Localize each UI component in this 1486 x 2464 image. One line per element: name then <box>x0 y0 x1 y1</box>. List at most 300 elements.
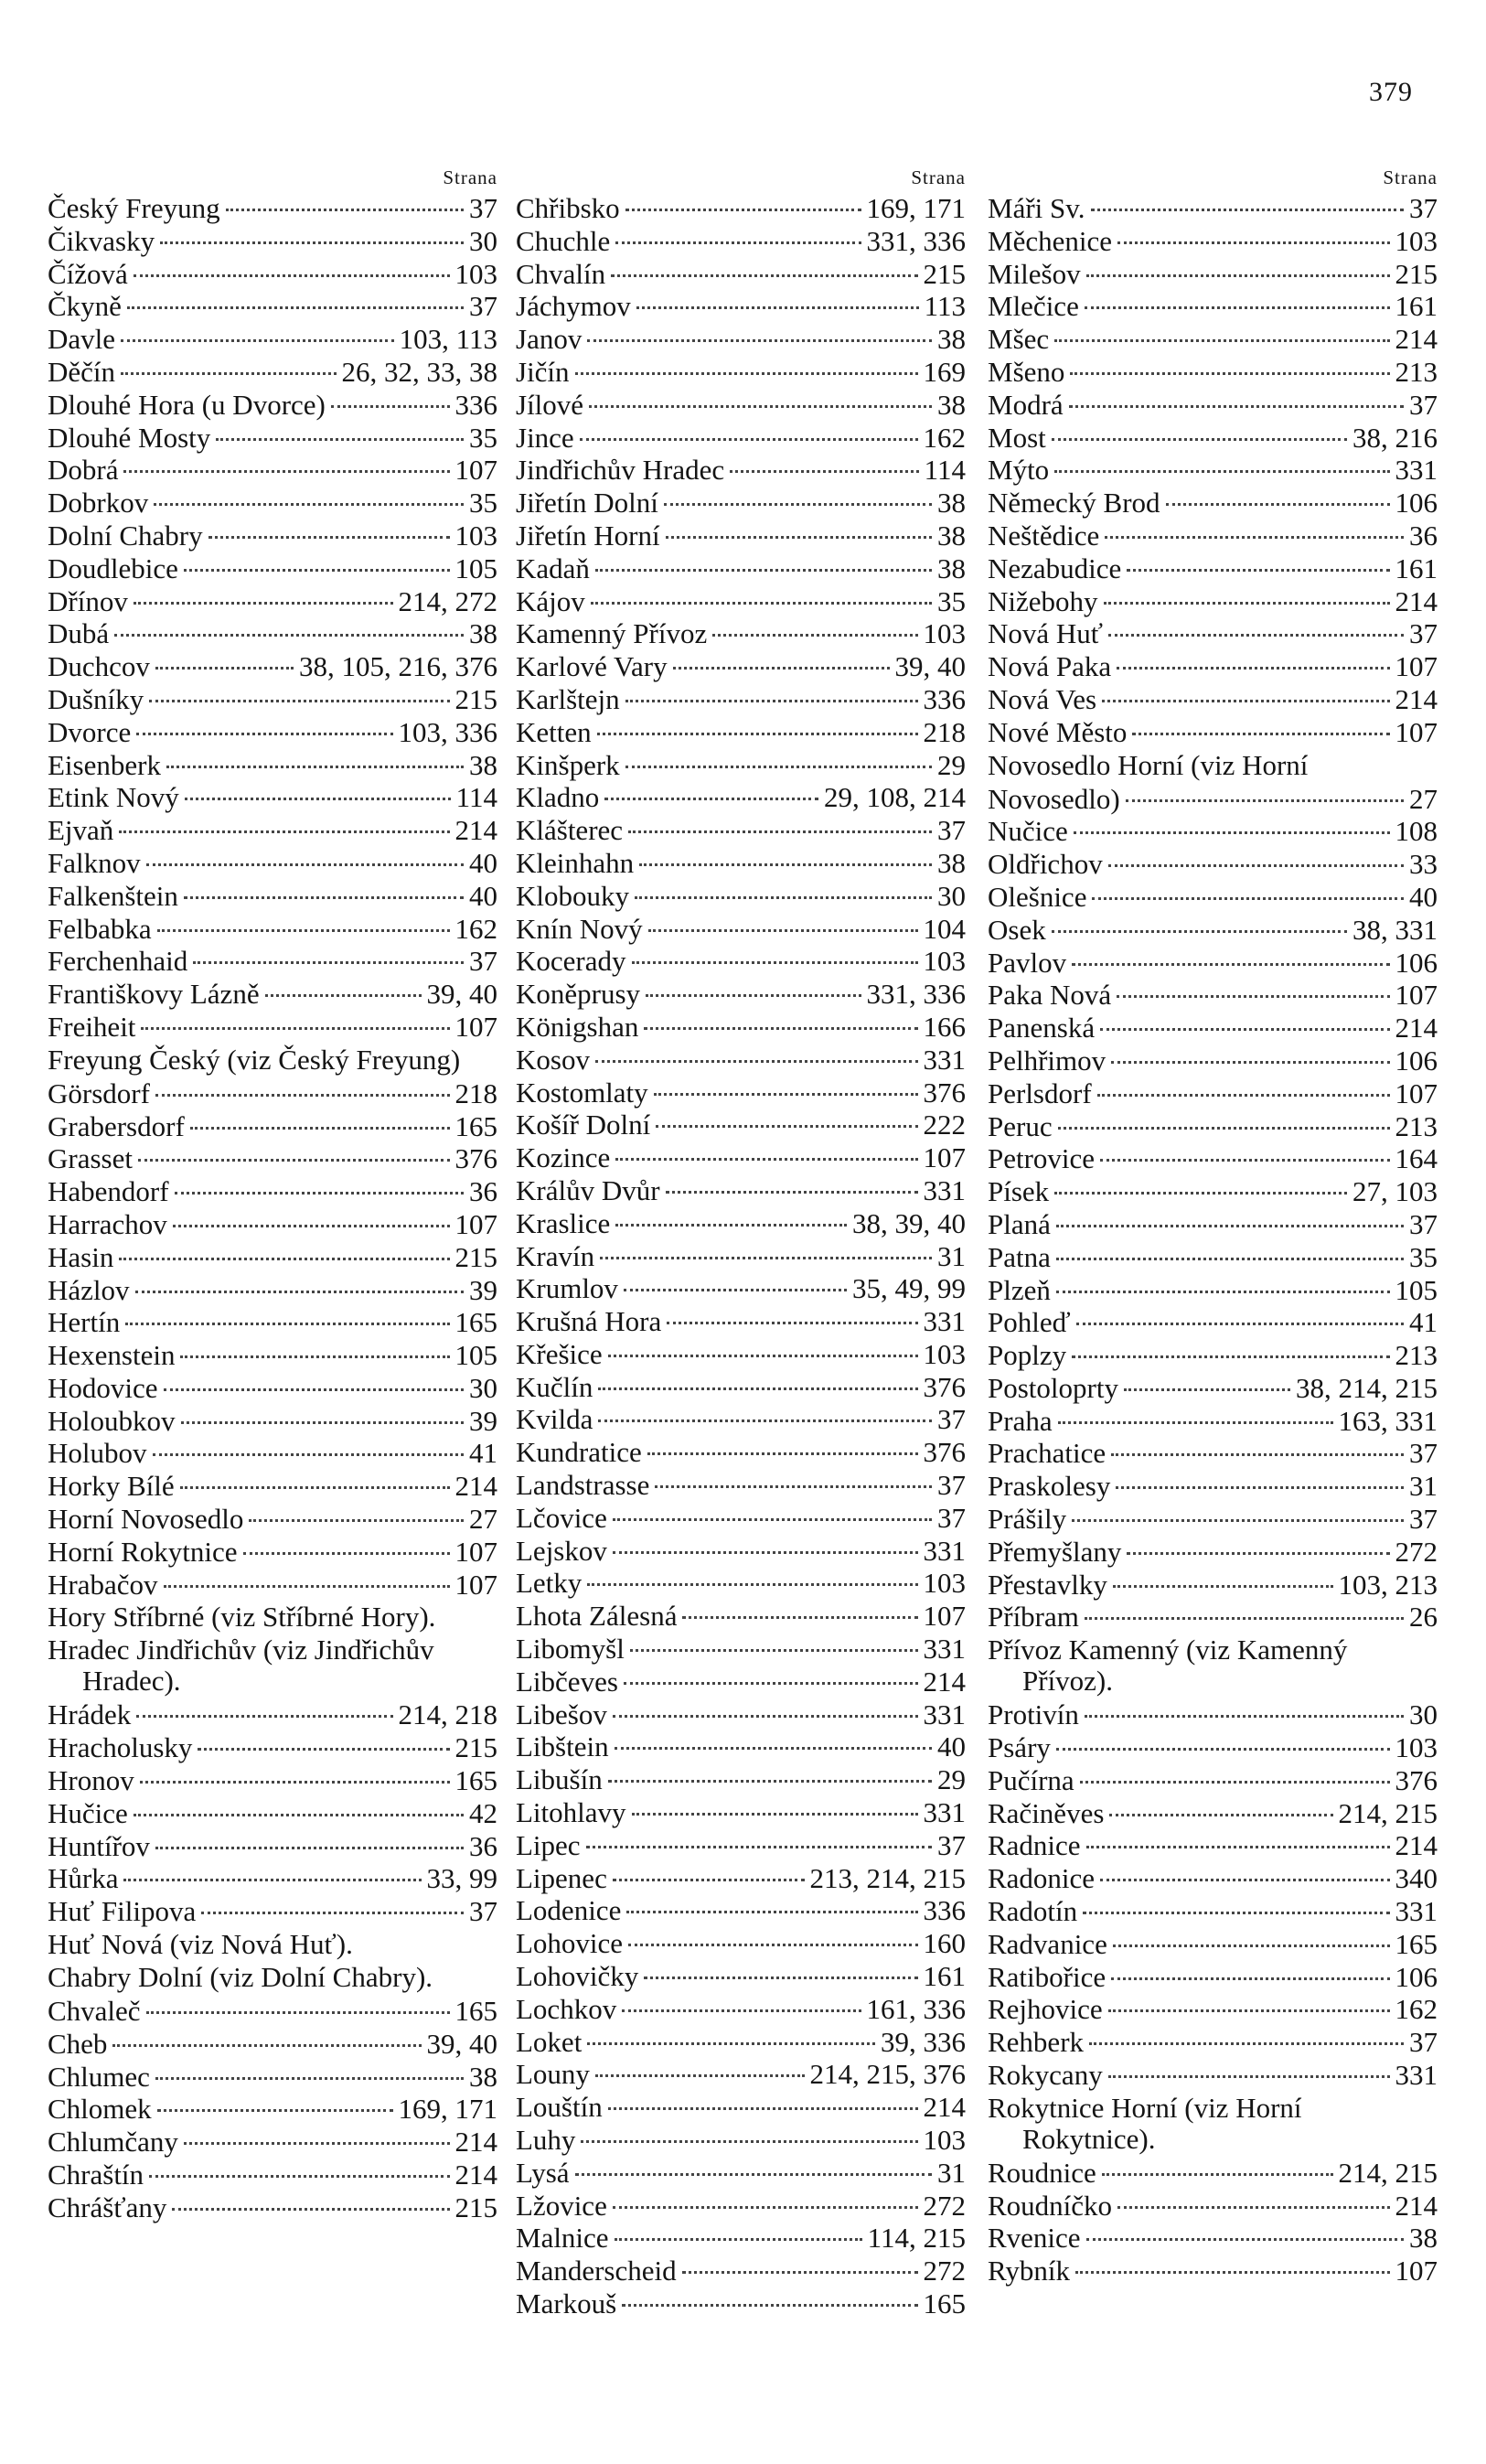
entry-name: Doudlebice <box>48 552 178 584</box>
dot-leader <box>1100 1879 1389 1881</box>
dot-leader <box>628 830 932 833</box>
entry-pages: 376 <box>923 1076 966 1109</box>
index-entry <box>516 2157 966 2190</box>
index-entry <box>48 258 497 291</box>
index-entry <box>988 1045 1438 1077</box>
dot-leader <box>141 1027 449 1030</box>
dot-leader <box>1104 602 1390 605</box>
entry-name: Milešov <box>988 257 1081 290</box>
index-entry <box>48 880 497 913</box>
index-entry <box>516 1829 966 1862</box>
entry-pages: 162 <box>454 912 497 945</box>
entry-pages: 114 <box>924 454 966 487</box>
entry-pages: 31 <box>1409 1470 1438 1503</box>
entry-pages: 40 <box>937 1730 966 1763</box>
entry-name: Krušná Hora <box>516 1305 662 1338</box>
dot-leader <box>730 470 919 473</box>
entry-pages: 272 <box>1395 1535 1438 1568</box>
index-entry <box>48 1764 497 1797</box>
index-entry <box>48 650 497 683</box>
entry-pages: 37 <box>1409 1437 1438 1470</box>
index-entry <box>988 2157 1438 2190</box>
entry-name: Lejskov <box>516 1534 607 1567</box>
entry-pages: 376 <box>454 1142 497 1175</box>
dot-leader <box>587 339 932 342</box>
entry-pages: 106 <box>1395 946 1438 979</box>
entry-name: Dobrá <box>48 454 119 487</box>
entry-name: Modrá <box>988 388 1064 421</box>
entry-name: Plzeň <box>988 1273 1051 1306</box>
entry-name: Kosov <box>516 1043 590 1076</box>
index-cross-reference: Přívoz Kamenný (viz Kamenný Přívoz). <box>988 1634 1348 1698</box>
dot-leader <box>1072 1355 1389 1358</box>
entry-pages: 38 <box>937 323 966 356</box>
entry-pages: 38 <box>469 617 497 650</box>
entry-name: Lysá <box>516 2156 570 2189</box>
entry-pages: 39 <box>469 1273 497 1306</box>
entry-name: Psáry <box>988 1731 1051 1764</box>
entry-name: Kraslice <box>516 1206 611 1239</box>
entry-pages: 103 <box>454 257 497 290</box>
dot-leader <box>164 1585 450 1588</box>
dot-leader <box>1113 1585 1333 1588</box>
entry-name: Kleinhahn <box>516 846 635 879</box>
entry-pages: 214, 218 <box>398 1698 497 1731</box>
entry-pages: 272 <box>923 2189 966 2222</box>
index-column-1 <box>48 163 497 2224</box>
dot-leader <box>136 1715 392 1718</box>
entry-name: Radonice <box>988 1862 1096 1895</box>
dot-leader <box>1086 274 1390 277</box>
index-entry <box>516 814 966 847</box>
dot-leader <box>1083 1912 1389 1914</box>
index-entry <box>988 881 1438 914</box>
entry-name: Praskolesy <box>988 1470 1111 1503</box>
dot-leader <box>624 1682 918 1685</box>
entry-pages: 104 <box>923 912 966 945</box>
dot-leader <box>1080 1781 1390 1784</box>
entry-pages: 41 <box>1409 1306 1438 1339</box>
entry-name: Libštein <box>516 1730 609 1763</box>
entry-name: Roudníčko <box>988 2189 1113 2222</box>
entry-name: Čkyně <box>48 290 122 323</box>
dot-leader <box>185 798 451 800</box>
index-entry <box>988 1797 1438 1830</box>
entry-pages: 103 <box>1395 1731 1438 1764</box>
entry-pages: 37 <box>937 1501 966 1534</box>
index-entry <box>516 225 966 258</box>
entry-pages: 107 <box>1395 1077 1438 1109</box>
index-entry <box>48 422 497 455</box>
entry-pages: 39, 40 <box>894 650 966 683</box>
dot-leader <box>656 1125 917 1128</box>
entry-name: Ferchenhaid <box>48 945 188 978</box>
dot-leader <box>149 700 449 702</box>
dot-leader <box>615 1747 932 1750</box>
entry-name: Ketten <box>516 715 592 748</box>
index-entry <box>988 2190 1438 2223</box>
entry-pages: 331 <box>923 1043 966 1076</box>
entry-pages: 36 <box>469 1175 497 1208</box>
index-entry <box>48 617 497 650</box>
dot-leader <box>146 2011 450 2014</box>
entry-pages: 37 <box>937 1403 966 1436</box>
index-entry <box>48 2126 497 2159</box>
index-entry <box>516 650 966 683</box>
index-entry <box>48 1437 497 1470</box>
entry-name: Nové Město <box>988 715 1128 748</box>
index-entry <box>516 913 966 946</box>
entry-name: Libčeves <box>516 1665 618 1698</box>
entry-name: Kravín <box>516 1239 595 1272</box>
entry-pages: 331 <box>923 1698 966 1730</box>
index-cross-reference: Freyung Český (viz Český Freyung) <box>48 1043 461 1076</box>
entry-name: Dlouhé Hora (u Dvorce) <box>48 388 326 421</box>
dot-leader <box>1126 799 1404 802</box>
entry-pages: 214, 215, 376 <box>809 2058 966 2091</box>
entry-pages: 31 <box>937 1239 966 1272</box>
entry-pages: 38 <box>937 552 966 584</box>
index-entry <box>516 1436 966 1469</box>
entry-name: Děčín <box>48 355 116 388</box>
dot-leader <box>1075 2271 1389 2274</box>
page-number: 379 <box>1369 77 1413 107</box>
dot-leader <box>625 766 932 768</box>
dot-leader <box>201 1912 464 1914</box>
entry-pages: 107 <box>923 1141 966 1174</box>
entry-name: Kundratice <box>516 1436 642 1469</box>
index-entry <box>516 1862 966 1895</box>
index-entry <box>988 290 1438 323</box>
entry-pages: 165 <box>454 1764 497 1797</box>
dot-leader <box>1054 470 1389 473</box>
entry-pages: 214 <box>923 1665 966 1698</box>
entry-name: Pohleď <box>988 1306 1071 1339</box>
entry-pages: 35 <box>937 584 966 617</box>
entry-name: Nučice <box>988 815 1068 848</box>
entry-name: Roudnice <box>988 2156 1096 2189</box>
index-entry <box>988 389 1438 422</box>
index-entry <box>48 749 497 782</box>
entry-name: Louny <box>516 2058 590 2091</box>
index-entry <box>48 1274 497 1307</box>
entry-name: Ratibořice <box>988 1960 1106 1993</box>
entry-name: Falknov <box>48 846 141 879</box>
entry-pages: 331 <box>923 1534 966 1567</box>
index-entry <box>48 1175 497 1208</box>
entry-pages: 33, 99 <box>426 1862 497 1895</box>
entry-pages: 38 <box>937 487 966 520</box>
dot-leader <box>613 1551 918 1554</box>
entry-pages: 107 <box>1395 2255 1438 2287</box>
entry-pages: 35 <box>469 421 497 454</box>
dot-leader <box>155 667 294 670</box>
dot-leader <box>1111 1061 1389 1064</box>
entry-name: Lipenec <box>516 1861 607 1894</box>
index-entry <box>516 192 966 225</box>
index-entry <box>48 1569 497 1602</box>
dot-leader <box>121 372 336 375</box>
entry-pages: 214 <box>454 814 497 847</box>
index-entry <box>516 749 966 782</box>
dot-leader <box>1089 2042 1404 2045</box>
entry-name: Eisenberk <box>48 748 161 781</box>
index-entry <box>516 487 966 520</box>
index-entry <box>516 2124 966 2157</box>
dot-leader <box>160 241 464 244</box>
index-entry <box>48 1339 497 1372</box>
index-entry <box>516 1894 966 1927</box>
entry-name: Paka Nová <box>988 979 1112 1012</box>
entry-name: Dubá <box>48 617 110 650</box>
dot-leader <box>636 306 919 309</box>
dot-leader <box>608 1780 932 1783</box>
entry-pages: 215 <box>454 2191 497 2223</box>
index-entry <box>48 389 497 422</box>
index-entry <box>516 1338 966 1371</box>
index-entry <box>988 487 1438 520</box>
entry-name: Jince <box>516 421 574 454</box>
index-entry <box>516 290 966 323</box>
dot-leader <box>624 1289 847 1291</box>
entry-name: Kájov <box>516 584 585 617</box>
entry-pages: 214 <box>923 2091 966 2124</box>
dot-leader <box>134 602 393 605</box>
entry-name: Klobouky <box>516 879 629 912</box>
dot-leader <box>1056 1225 1404 1227</box>
entry-name: Rvenice <box>988 2222 1081 2255</box>
dot-leader <box>635 896 932 899</box>
entry-name: Ejvaň <box>48 814 114 847</box>
entry-name: Kučlín <box>516 1370 593 1403</box>
entry-pages: 213 <box>1395 355 1438 388</box>
entry-pages: 214 <box>454 2126 497 2159</box>
dot-leader <box>155 1094 450 1097</box>
dot-leader <box>1117 667 1389 670</box>
dot-leader <box>198 1748 449 1751</box>
column-header: Strana <box>1383 166 1438 188</box>
entry-name: Oldřichov <box>988 848 1103 881</box>
index-entry <box>516 1207 966 1240</box>
entry-name: Planá <box>988 1207 1051 1240</box>
dot-leader <box>136 733 392 735</box>
index-entry <box>988 1961 1438 1994</box>
index-entry <box>516 1960 966 1993</box>
dot-leader <box>1117 995 1389 998</box>
index-entry <box>48 1011 497 1044</box>
index-entry <box>516 258 966 291</box>
index-entry <box>48 2191 497 2224</box>
entry-name: Jičín <box>516 355 570 388</box>
index-entry <box>48 1698 497 1731</box>
dot-leader <box>114 634 464 637</box>
entry-pages: 376 <box>1395 1763 1438 1796</box>
index-entry <box>516 1174 966 1207</box>
dot-leader <box>595 2074 805 2077</box>
index-entry <box>988 454 1438 487</box>
index-entry <box>516 1535 966 1568</box>
entry-pages: 106 <box>1395 1960 1438 1993</box>
entry-name: Horní Novosedlo <box>48 1503 244 1536</box>
index-entry <box>48 1142 497 1175</box>
index-entry <box>988 1764 1438 1797</box>
entry-pages: 37 <box>1409 388 1438 421</box>
dot-leader <box>598 1419 932 1422</box>
dot-leader <box>673 667 890 670</box>
dot-leader <box>173 1225 450 1227</box>
entry-pages: 103 <box>923 1337 966 1370</box>
entry-name: Hrádek <box>48 1698 132 1731</box>
entry-pages: 331 <box>1395 1895 1438 1928</box>
dot-leader <box>157 2109 393 2112</box>
index-entry <box>988 979 1438 1012</box>
entry-name: Hůrka <box>48 1862 119 1895</box>
entry-name: Rejhovice <box>988 1993 1103 2026</box>
entry-pages: 38 <box>937 846 966 879</box>
index-entry <box>988 422 1438 455</box>
entry-pages: 42 <box>469 1796 497 1829</box>
entry-pages: 27 <box>1409 782 1438 815</box>
entry-pages: 222 <box>923 1109 966 1141</box>
entry-name: Grasset <box>48 1142 133 1175</box>
dot-leader <box>190 1127 450 1130</box>
dot-leader <box>682 2271 918 2274</box>
entry-pages: 105 <box>454 552 497 584</box>
index-entry <box>988 1503 1438 1536</box>
entry-name: Neštědice <box>988 519 1100 552</box>
entry-name: Markouš <box>516 2287 617 2319</box>
entry-pages: 37 <box>1409 617 1438 650</box>
dot-leader <box>587 1583 917 1586</box>
entry-pages: 103 <box>923 945 966 978</box>
index-entry <box>516 1567 966 1600</box>
index-entry <box>516 1633 966 1666</box>
entry-name: Hracholusky <box>48 1731 193 1764</box>
entry-name: Jiřetín Dolní <box>516 487 658 520</box>
entry-name: Chvalín <box>516 257 606 290</box>
index-entry <box>516 1044 966 1077</box>
index-entry <box>988 1175 1438 1208</box>
dot-leader <box>628 1944 917 1946</box>
dot-leader <box>615 2238 862 2241</box>
dot-leader <box>172 2208 449 2211</box>
entry-pages: 108 <box>1395 815 1438 848</box>
entry-pages: 215 <box>454 682 497 715</box>
entry-name: Harrachov <box>48 1207 167 1240</box>
entry-name: Čikvasky <box>48 224 155 257</box>
entry-pages: 37 <box>469 192 497 224</box>
entry-name: Nová Huť <box>988 617 1104 650</box>
index-cross-reference: Novosedlo Horní (viz Horní <box>988 748 1309 781</box>
dot-leader <box>1091 209 1405 211</box>
entry-name: Králův Dvůr <box>516 1173 660 1206</box>
entry-name: Lhota Zálesná <box>516 1600 678 1633</box>
index-entry <box>516 454 966 487</box>
entry-name: Hrabačov <box>48 1568 158 1601</box>
dot-leader <box>1109 1814 1332 1816</box>
entry-pages: 37 <box>937 1469 966 1502</box>
entry-name: Horky Bílé <box>48 1470 175 1503</box>
dot-leader <box>243 1552 450 1555</box>
index-entry <box>48 1372 497 1405</box>
entry-name: Klášterec <box>516 814 624 847</box>
entry-name: Mýto <box>988 454 1050 487</box>
entry-name: Dobrkov <box>48 487 149 520</box>
entry-pages: 35, 49, 99 <box>852 1272 966 1305</box>
dot-leader <box>630 1649 918 1652</box>
dot-leader <box>595 1060 918 1063</box>
dot-leader <box>1076 1323 1404 1325</box>
index-cross-reference: Chabry Dolní (viz Dolní Chabry). <box>48 1961 433 1994</box>
entry-name: Chrášťany <box>48 2191 167 2223</box>
entry-name: Německý Brod <box>988 487 1160 520</box>
index-entry <box>48 1830 497 1863</box>
entry-name: Kozince <box>516 1141 611 1174</box>
dot-leader <box>639 863 932 866</box>
index-entry <box>988 848 1438 881</box>
entry-name: Grabersdorf <box>48 1109 185 1142</box>
index-entry <box>48 225 497 258</box>
dot-leader <box>1052 438 1347 441</box>
index-entry <box>48 552 497 585</box>
dot-leader <box>1056 1291 1390 1293</box>
entry-pages: 336 <box>923 682 966 715</box>
dot-leader <box>175 1192 464 1195</box>
index-entry <box>516 2190 966 2223</box>
entry-name: Přestavlky <box>988 1568 1107 1601</box>
dot-leader <box>121 339 394 342</box>
dot-leader <box>184 896 464 899</box>
entry-pages: 214 <box>1395 2189 1438 2222</box>
dot-leader <box>712 634 917 637</box>
dot-leader <box>1113 1944 1390 1947</box>
entry-name: Lohovice <box>516 1927 624 1960</box>
dot-leader <box>615 241 861 244</box>
entry-pages: 30 <box>1409 1698 1438 1731</box>
dot-leader <box>667 1322 917 1324</box>
entry-pages: 40 <box>469 846 497 879</box>
entry-pages: 37 <box>469 1895 497 1928</box>
entry-name: Chlumec <box>48 2060 150 2093</box>
index-entry <box>48 2159 497 2191</box>
index-column-3 <box>988 163 1438 2287</box>
entry-name: Radvanice <box>988 1927 1107 1960</box>
index-entry <box>988 1012 1438 1045</box>
index-entry <box>516 683 966 716</box>
index-entry <box>48 847 497 880</box>
index-entry <box>988 1405 1438 1438</box>
dot-leader <box>622 2304 917 2307</box>
dot-leader <box>613 1879 805 1881</box>
entry-pages: 105 <box>1395 1273 1438 1306</box>
entry-name: Radotín <box>988 1895 1078 1928</box>
entry-pages: 29, 108, 214 <box>824 781 966 814</box>
entry-name: Landstrasse <box>516 1469 650 1502</box>
entry-name: Mšeno <box>988 355 1065 388</box>
entry-pages: 214, 215 <box>1338 2156 1438 2189</box>
entry-name: Litohlavy <box>516 1796 626 1829</box>
index-entry <box>48 2093 497 2126</box>
entry-pages: 214 <box>454 1470 497 1503</box>
dot-leader <box>208 536 450 539</box>
index-entry <box>516 1502 966 1535</box>
dot-leader <box>625 700 918 702</box>
entry-name: Hasin <box>48 1240 114 1273</box>
entry-pages: 215 <box>1395 257 1438 290</box>
entry-pages: 106 <box>1395 487 1438 520</box>
entry-name: Nezabudice <box>988 552 1122 584</box>
index-entry <box>988 947 1438 980</box>
